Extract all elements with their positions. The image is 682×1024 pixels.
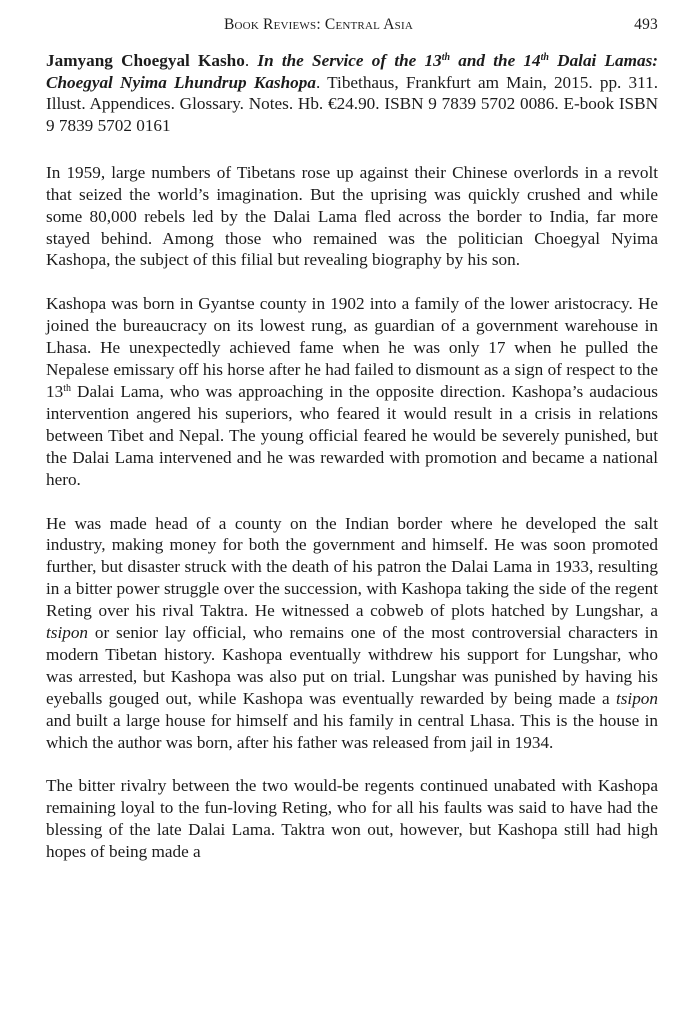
book-author: Jamyang Choegyal Kasho: [46, 51, 245, 70]
book-title-part: and the 14: [450, 51, 541, 70]
publication-details: Tibethaus, Frankfurt am Main, 2015. pp. 311. Illust. Appendices. Glossary. Notes. Hb. €24.90. ISBN 9 7839 5702 0086. E-book ISBN 9 7839 5702 0161: [46, 72, 658, 136]
italic-term: tsipon: [46, 623, 89, 643]
italic-term: tsipon: [615, 688, 658, 708]
review-paragraph: Kashopa was born in Gyantse county in 1902 into a family of the lower aristocracy. He joined the bureaucracy on its lowest rung, as guardian of a government warehouse in Lhasa. He unexpectedly achieved fame when he was only 17 when he pulled the Nepalese emissary off his horse after he had failed to dismount as a sign of respect to the 13th Dalai Lama, who was approaching in the opposite direction. Kashopa’s audacious intervention angered his superiors, who feared it would result in a crisis in relations between Tibet and Nepal. The young official feared he would be severely punished, but the Dalai Lama intervened and he was rewarded with promotion and became a national hero.: [46, 294, 658, 489]
book-title-superscript: th: [540, 52, 549, 63]
book-page: [46, 14, 658, 863]
book-title-part: Dalai Lamas: Choegyal Nyima Lhundrup Kashopa: [46, 51, 659, 92]
review-paragraph: In 1959, large numbers of Tibetans rose up against their Chinese overlords in a revolt that seized the world’s imagination. But the uprising was quickly crushed and while some 80,000 rebels led by the Dalai Lama fled across the border to India, far more stayed behind. Among those who remained was the politician Choegyal Nyima Kashopa, the subject of this filial but revealing biography by his son.: [46, 162, 658, 270]
review-paragraph: The bitter rivalry between the two would-be regents continued unabated with Kashopa remaining loyal to the fun-loving Reting, who for all his faults was said to have had the blessing of the late Dalai Lama. Taktra won out, however, but Kashopa still had high hopes of being made a: [46, 776, 658, 862]
book-citation: Jamyang Choegyal Kasho. In the Service of the 13th and the 14th Dalai Lamas: Choegyal Nyima Lhundrup Kashopa. Tibethaus, Frankfurt am Main, 2015. pp. 311. Illust. Appendices. Glossary. Notes. Hb. €24.90. ISBN 9 7839 5702 0086. E-book ISBN 9 7839 5702 0161: [46, 51, 659, 136]
review-paragraph: He was made head of a county on the Indian border where he developed the salt industry, making money for both the government and himself. He was soon promoted further, but disaster struck with the death of his patron the Dalai Lama in 1933, resulting in a bitter power struggle over the succession, with Kashopa taking the side of the regent Reting over his rival Taktra. He witnessed a cobweb of plots hatched by Lungshar, a tsipon or senior lay official, who remains one of the most controversial characters in modern Tibetan history. Kashopa eventually withdrew his support for Lungshar, who was arrested, but Kashopa was also put on trial. Lungshar was punished by having his eyeballs gouged out, while Kashopa was eventually rewarded by being made a tsipon and built a large house for himself and his family in central Lhasa. This is the house in which the author was born, after his father was released from jail in 1934.: [46, 513, 658, 752]
page-number: 493: [634, 16, 658, 33]
ordinal-superscript: th: [63, 382, 71, 394]
book-title-superscript: th: [441, 52, 451, 63]
book-title-part: In the Service of the 13: [257, 51, 442, 70]
running-title: Book Reviews: Central Asia: [224, 16, 413, 33]
running-header: [46, 14, 658, 38]
